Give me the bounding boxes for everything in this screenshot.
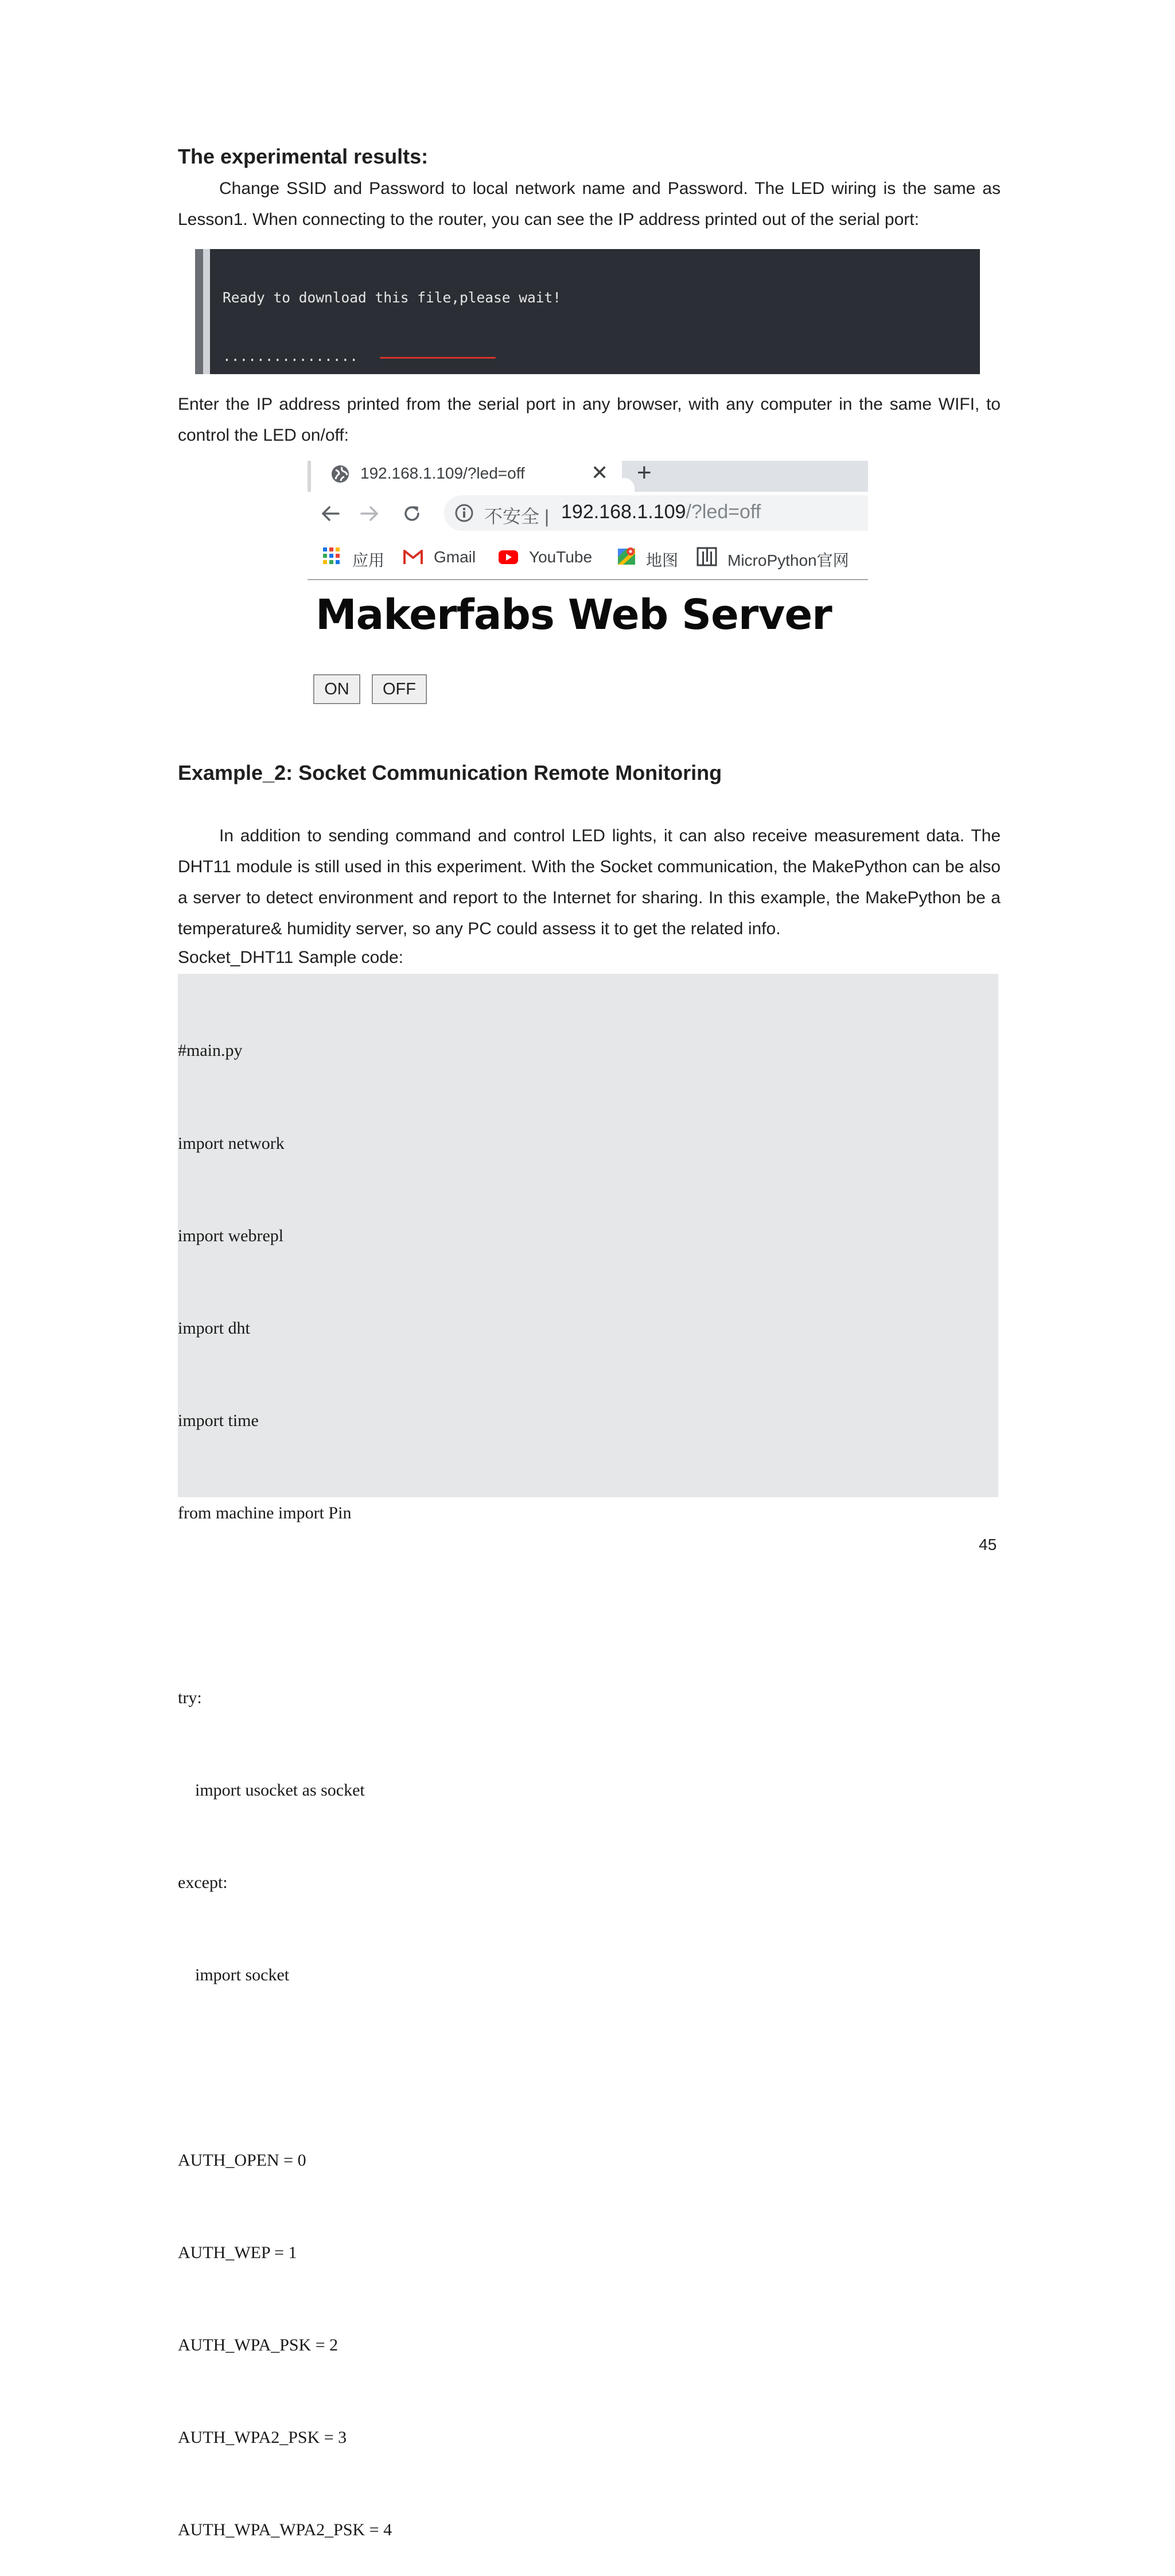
- terminal-output: [223, 249, 974, 374]
- code-line: AUTH_WPA_PSK = 2: [178, 2335, 339, 2354]
- code-line: import time: [178, 1411, 259, 1430]
- ip-underline-mark: [380, 357, 496, 359]
- reload-icon[interactable]: [402, 503, 422, 524]
- url-text[interactable]: [561, 501, 761, 523]
- close-icon[interactable]: ✕: [591, 461, 609, 484]
- code-line: [178, 2052, 993, 2083]
- micropython-icon[interactable]: [697, 547, 717, 566]
- section-title-example2: Example_2: Socket Communication Remote Monitoring: [178, 761, 722, 784]
- terminal-line: ................: [223, 348, 359, 364]
- new-tab-plus-icon[interactable]: +: [637, 459, 652, 487]
- bookmark-apps[interactable]: 应用: [352, 551, 385, 569]
- code-line: import usocket as socket: [178, 1781, 365, 1800]
- code-label: Socket_DHT11 Sample code:: [178, 948, 403, 967]
- info-icon[interactable]: [454, 503, 474, 523]
- code-line: AUTH_WEP = 1: [178, 2243, 297, 2262]
- code-line: import dht: [178, 1318, 250, 1338]
- code-line: AUTH_WPA2_PSK = 3: [178, 2427, 347, 2447]
- tab-title[interactable]: 192.168.1.109/?led=off: [360, 464, 525, 482]
- terminal-gutter: [195, 249, 203, 374]
- maps-icon[interactable]: [616, 546, 637, 566]
- terminal-gutter-highlight: [203, 249, 210, 374]
- page-divider: [308, 579, 868, 580]
- code-line: from machine import Pin: [178, 1503, 352, 1522]
- bookmark-youtube[interactable]: YouTube: [529, 548, 593, 566]
- led-off-button[interactable]: OFF: [372, 674, 427, 704]
- tab-edge: [308, 461, 311, 492]
- code-line: AUTH_OPEN = 0: [178, 2150, 306, 2170]
- page-number: 45: [979, 1536, 997, 1553]
- code-line: import webrepl: [178, 1226, 284, 1245]
- code-line: import socket: [178, 1965, 290, 1985]
- code-line: #main.py: [178, 1041, 243, 1060]
- bookmark-micropython[interactable]: MicroPython官网: [727, 551, 849, 569]
- web-page-heading: Makerfabs Web Server: [316, 590, 832, 639]
- tab-strip-background: [622, 461, 868, 492]
- gmail-icon[interactable]: [403, 549, 423, 565]
- forward-arrow-icon[interactable]: [359, 504, 380, 523]
- code-line: try:: [178, 1688, 202, 1708]
- url-host: 192.168.1.109: [561, 501, 686, 523]
- bookmark-maps[interactable]: 地图: [646, 551, 679, 569]
- globe-icon: [330, 464, 350, 484]
- section-title-results: The experimental results:: [178, 145, 429, 168]
- code-block: [178, 974, 993, 2576]
- example2-paragraph: In addition to sending command and control LED lights, it can also receive measurement data. The DHT11 module is still used in this experiment. With the Socket communication, the MakePython can be also a server to detect environment and report to the Internet for sharing. In this example, the MakePython be a temperature& humidity server, so any PC could assess it to get the related info.: [178, 826, 1001, 938]
- led-on-button[interactable]: ON: [313, 674, 360, 704]
- serial-terminal: [195, 249, 980, 374]
- back-arrow-icon[interactable]: [320, 504, 341, 523]
- url-path: /?led=off: [686, 501, 761, 523]
- bookmark-gmail[interactable]: Gmail: [434, 548, 476, 566]
- browser-screenshot: [308, 461, 868, 713]
- code-line: import network: [178, 1133, 285, 1153]
- browser-instruction-paragraph: Enter the IP address printed from the serial port in any browser, with any computer in the same WIFI, to control the LED on/off:: [178, 395, 1001, 445]
- not-secure-label[interactable]: 不安全 |: [484, 506, 550, 527]
- security-label-text: 不安全: [484, 506, 540, 527]
- youtube-icon[interactable]: [498, 549, 519, 565]
- code-line: [178, 1590, 993, 1621]
- results-paragraph: Change SSID and Password to local network name and Password. The LED wiring is the same as Lesson1. When connecting to the router, you can see the IP address printed out of the serial port:: [178, 179, 1001, 229]
- apps-grid-icon[interactable]: [322, 547, 341, 565]
- code-line: except:: [178, 1873, 228, 1893]
- terminal-line: Ready to download this file,please wait!: [223, 289, 562, 306]
- code-line: AUTH_WPA_WPA2_PSK = 4: [178, 2520, 392, 2539]
